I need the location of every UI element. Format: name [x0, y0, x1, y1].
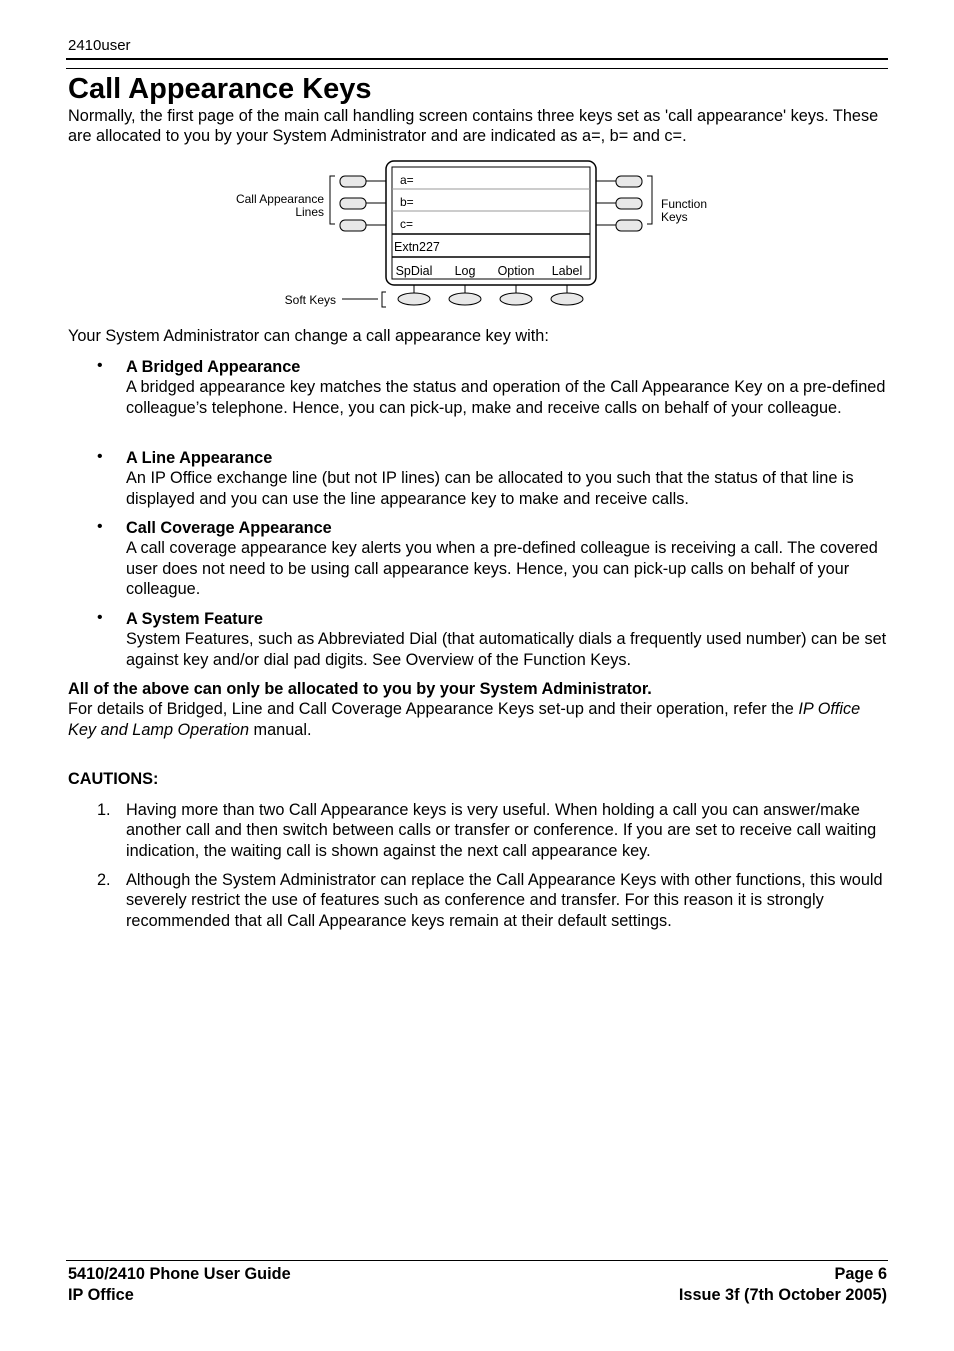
left-bracket	[330, 176, 335, 224]
note-pre: For details of Bridged, Line and Call Coverage Appearance Keys set-up and their operation, refer the	[68, 700, 799, 719]
soft-keys-bracket	[382, 292, 386, 307]
header-rule-thin	[66, 68, 888, 69]
page-title: Call Appearance Keys	[68, 73, 372, 105]
bullet-title: A Line Appearance	[126, 449, 273, 467]
call-appearance-label: Call Appearance	[235, 192, 324, 206]
allocation-note	[68, 679, 888, 740]
bullet-text: A call coverage appearance key alerts you when a pre-defined colleague is receiving a call. The covered user does not need to be using call appearance keys. Hence, you can pick-up calls on behalf of your colleague.	[126, 539, 878, 598]
footer-product: IP Office	[68, 1286, 134, 1304]
right-function-key	[596, 198, 642, 209]
caution-number: 2.	[97, 871, 111, 889]
bullet-item	[97, 448, 887, 509]
bullet-item	[97, 609, 887, 670]
caution-text: Having more than two Call Appearance keys is very useful. When holding a call you can answer/make another call and then switch between calls or transfer or conference. If you are set to receive call waiting indication, the waiting call is shown against the next call appearance key.	[126, 801, 877, 860]
header-rule	[66, 58, 888, 60]
bullet-item	[97, 357, 887, 418]
footer-issue: Issue 3f (7th October 2005)	[678, 1286, 887, 1304]
right-function-key	[596, 220, 642, 231]
soft-key	[449, 285, 481, 305]
left-line-key	[340, 220, 386, 231]
cautions-heading: CAUTIONS:	[68, 770, 159, 788]
right-function-key	[596, 176, 642, 187]
note-italic-ref: IP Office Key and Lamp Operation	[68, 700, 861, 739]
footer-page-number: Page 6	[834, 1265, 887, 1283]
lines-label: Lines	[295, 205, 324, 219]
softkey-label-option: Option	[497, 264, 535, 278]
bullet-title: A Bridged Appearance	[126, 358, 301, 376]
left-line-key	[340, 176, 386, 187]
soft-key	[398, 285, 430, 305]
note-bold: All of the above can only be allocated to you by your System Administrator.	[68, 680, 652, 698]
function-label: Function	[661, 197, 708, 211]
caution-item	[97, 800, 887, 861]
soft-key	[500, 285, 532, 305]
note-post: manual.	[249, 720, 312, 739]
right-bracket	[647, 176, 652, 224]
line-a-label: a=	[400, 173, 414, 187]
intro-paragraph: Normally, the first page of the main call handling screen contains three keys set as 'call appearance' keys. These are allocated to you by your System Administrator and are indicated as a=, b= and c=.	[68, 107, 879, 146]
caution-number: 1.	[97, 801, 111, 819]
footer-right	[679, 1264, 887, 1306]
bullet-title: A System Feature	[126, 610, 263, 628]
bullet-dot: •	[97, 518, 103, 535]
phone-display-diagram	[220, 156, 720, 316]
display-screen	[392, 167, 590, 279]
bullet-text: System Features, such as Abbreviated Dial (that automatically dials a frequently used number) can be set against key and/or dial pad digits. See Overview of the Function Keys.	[126, 630, 887, 669]
keys-label: Keys	[661, 210, 688, 224]
caution-item	[97, 870, 887, 931]
caution-text: Although the System Administrator can replace the Call Appearance Keys with other functions, this would severely restrict the use of features such as conference and transfer. For this reason it is strongly recommended that all Call Appearance keys remain at their default settings.	[126, 871, 883, 930]
footer-rule	[66, 1260, 888, 1261]
bullet-text: A bridged appearance key matches the status and operation of the Call Appearance Key on a pre-defined colleague’s telephone. Hence, you can pick-up, make and receive calls on behalf of your colleague.	[126, 378, 886, 417]
bullet-text: An IP Office exchange line (but not IP lines) can be allocated to you such that the status of that line is displayed and you can use the line appearance key to make and receive calls.	[126, 469, 854, 508]
footer-guide-title: 5410/2410 Phone User Guide	[68, 1265, 291, 1283]
softkey-label-log: Log	[454, 264, 476, 278]
line-b-label: b=	[400, 195, 414, 209]
bullet-dot: •	[97, 357, 103, 374]
extension-label: Extn227	[394, 240, 440, 254]
left-line-key	[340, 198, 386, 209]
running-header: 2410user	[68, 37, 131, 54]
bullet-title: Call Coverage Appearance	[126, 519, 332, 537]
line-c-label: c=	[400, 217, 414, 231]
soft-keys-label: Soft Keys	[284, 293, 336, 307]
footer-left	[68, 1264, 291, 1306]
bullet-dot: •	[97, 448, 103, 465]
lead-paragraph: Your System Administrator can change a call appearance key with:	[68, 327, 549, 345]
softkey-label-label: Label	[551, 264, 583, 278]
bullet-dot: •	[97, 609, 103, 626]
bullet-item	[97, 518, 887, 599]
softkey-label-spdial: SpDial	[395, 264, 433, 278]
soft-key	[551, 285, 583, 305]
